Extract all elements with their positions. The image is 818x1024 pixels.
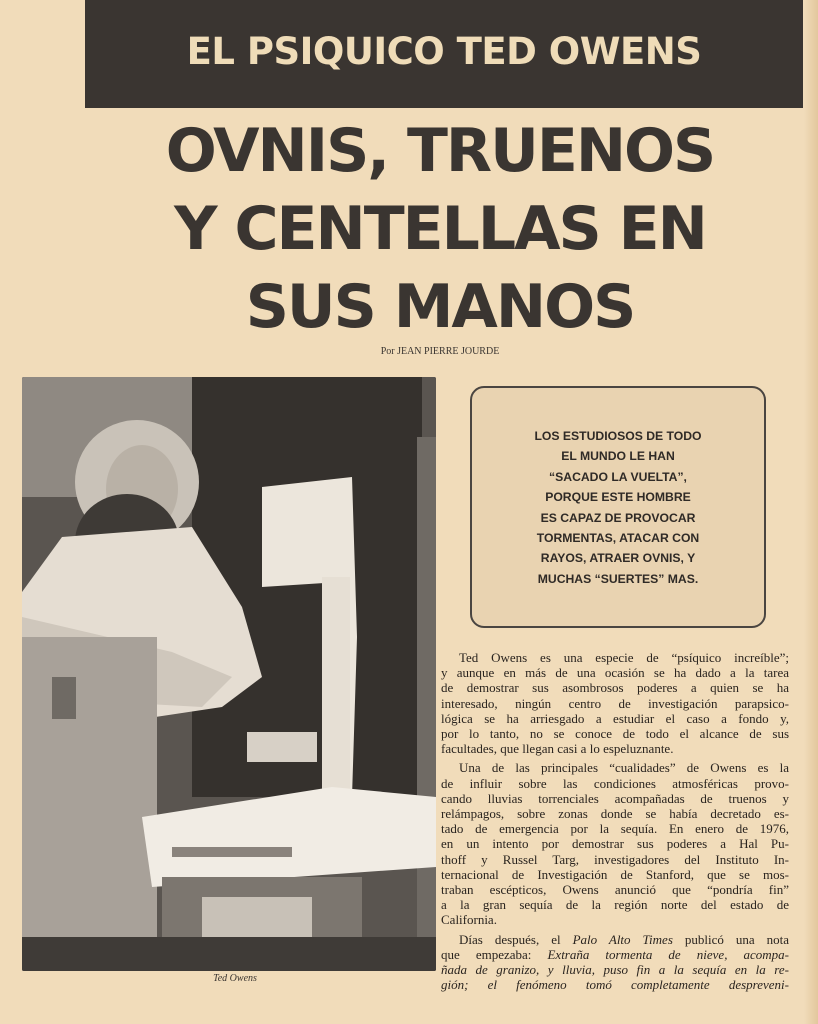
page-edge bbox=[804, 0, 818, 1024]
text-line: traban escépticos, Owens anunció que “pondría fin” bbox=[441, 882, 789, 898]
text-line: lógica se ha arriesgado a estudiar el caso a fondo y, bbox=[441, 710, 789, 726]
pull-quote-line: PORQUE ESTE HOMBRE bbox=[545, 490, 691, 505]
text-run: que empezaba: bbox=[441, 946, 548, 962]
pull-quote-line: RAYOS, ATRAER OVNIS, Y bbox=[540, 551, 696, 566]
text-line: California. bbox=[441, 912, 497, 928]
headline-line-2: Y CENTELLAS EN bbox=[174, 194, 706, 264]
text-line: Una de las principales “cualidades” de Owens es la bbox=[459, 760, 789, 776]
quoted-headline: gión; el fenómeno tomó completamente despreveni- bbox=[441, 977, 789, 993]
text-line bbox=[441, 947, 789, 962]
text-line: Ted Owens es una especie de “psíquico increíble”; bbox=[459, 650, 789, 665]
article-headline bbox=[150, 112, 730, 346]
pull-quote-line: MUCHAS “SUERTES” MAS. bbox=[537, 571, 699, 586]
text-line bbox=[441, 932, 789, 947]
text-line: facultades, que llegan casi a lo espeluznante. bbox=[441, 741, 674, 757]
text-line: a la gran sequía de la región norte del estado de bbox=[441, 897, 789, 913]
pull-quote-line: “SACADO LA VUELTA”, bbox=[549, 469, 687, 484]
text-run: publicó una nota bbox=[672, 931, 789, 947]
photo-caption: Ted Owens bbox=[213, 973, 257, 984]
headline-line-1: OVNIS, TRUENOS bbox=[165, 116, 715, 186]
text-line: ternacional de Investigación de Stanford, que se mos- bbox=[441, 866, 789, 882]
text-line bbox=[441, 977, 789, 992]
text-line: interesado, ningún centro de investigación parapsico- bbox=[441, 695, 789, 711]
text-line: de demostrar sus asombrosos poderes a quien se ha bbox=[441, 680, 789, 696]
text-line: thoff y Russel Targ, investigadores del Instituto In- bbox=[441, 851, 789, 867]
text-line: cando lluvias torrenciales acompañadas de truenos y bbox=[441, 790, 789, 806]
text-line: tado de emergencia por la sequía. En enero de 1976, bbox=[441, 821, 789, 837]
section-banner bbox=[85, 0, 803, 108]
text-line bbox=[441, 962, 789, 977]
article-paragraph-3 bbox=[441, 932, 789, 993]
newspaper-name: Palo Alto Times bbox=[572, 931, 673, 947]
pull-quote-text bbox=[492, 426, 744, 589]
pull-quote-line: ES CAPAZ DE PROVOCAR bbox=[540, 510, 696, 525]
article-paragraph-1 bbox=[441, 650, 789, 756]
ted-owens-photo bbox=[22, 377, 436, 971]
pull-quote-box bbox=[470, 386, 766, 628]
text-line: en un intento por demostrar sus poderes a Hal Pu- bbox=[441, 836, 789, 852]
quoted-headline: ñada de granizo, y lluvia, puso fin a la sequía en la re- bbox=[441, 962, 789, 978]
byline: Por JEAN PIERRE JOURDE bbox=[380, 346, 500, 357]
banner-title: EL PSIQUICO TED OWENS bbox=[186, 30, 702, 73]
text-line: por lo tanto, no se conoce de todo el alcance de sus bbox=[441, 726, 789, 742]
pull-quote-line: LOS ESTUDIOSOS DE TODO bbox=[534, 429, 702, 443]
pull-quote-line: TORMENTAS, ATACAR CON bbox=[536, 531, 700, 546]
headline-line-3: SUS MANOS bbox=[245, 272, 635, 342]
text-line: y aunque en más de una ocasión se ha dado a la tarea bbox=[441, 665, 789, 681]
article-body bbox=[441, 650, 789, 996]
text-run: Días después, el bbox=[459, 931, 573, 947]
pull-quote-line: EL MUNDO LE HAN bbox=[561, 449, 675, 464]
text-line: relámpagos, sobre zonas donde se había decretado es- bbox=[441, 806, 789, 822]
text-line: de influir sobre las condiciones atmosféricas provo- bbox=[441, 775, 789, 791]
quoted-headline: Extraña tormenta de nieve, acompa- bbox=[547, 946, 789, 962]
article-paragraph-2 bbox=[441, 760, 789, 927]
